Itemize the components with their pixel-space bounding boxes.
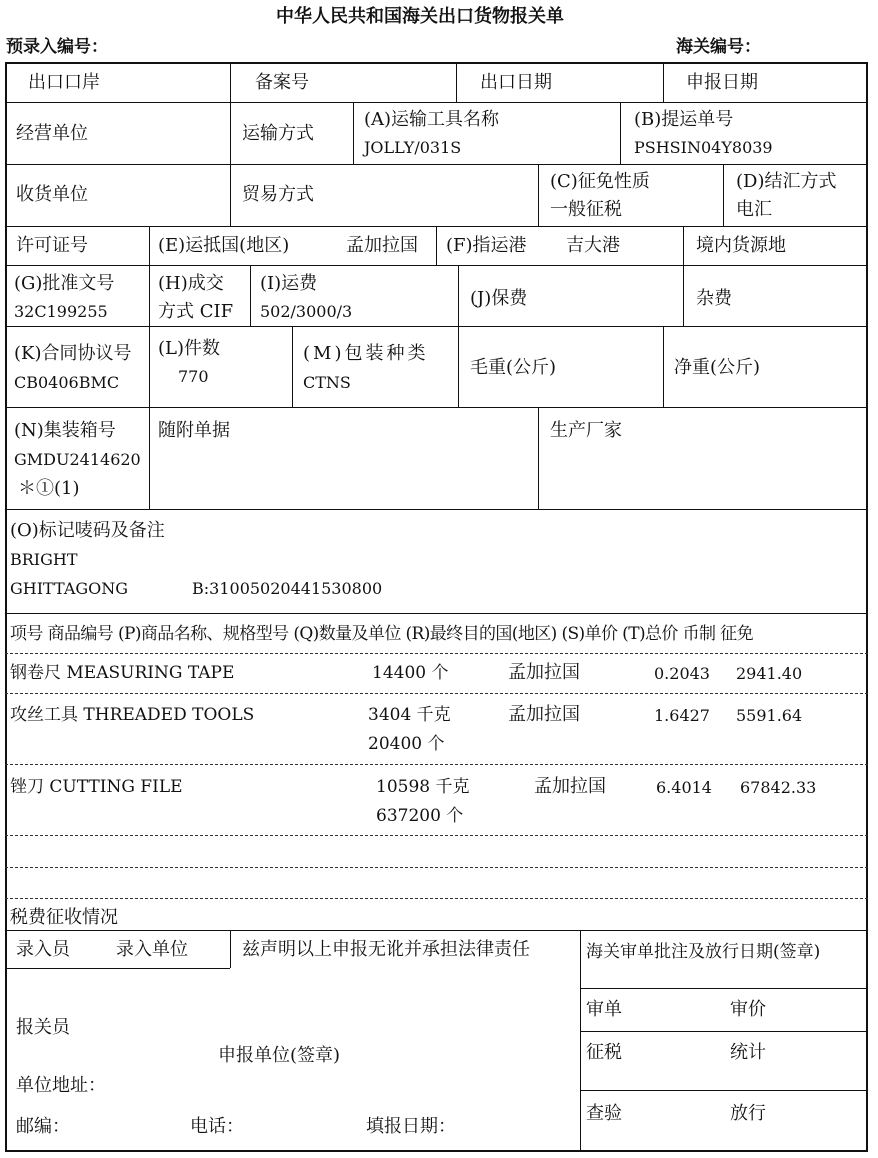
divider [5, 407, 868, 408]
pieces-value: 770 [178, 367, 209, 386]
package-type-label: (M)包装种类 [303, 343, 429, 364]
divider [5, 164, 868, 165]
divider [683, 226, 684, 265]
item-divider [5, 835, 868, 836]
divider [436, 226, 437, 265]
customs-broker-label: 报关员 [16, 1017, 70, 1038]
entry-unit-label: 录入单位 [116, 939, 188, 960]
postcode-label: 邮编： [16, 1116, 70, 1137]
document-review-label: 审单 [586, 999, 622, 1020]
divider [292, 326, 293, 407]
net-weight-label: 净重(公斤) [674, 357, 761, 378]
item-quantity-secondary: 20400 个 [368, 734, 445, 754]
divider [5, 102, 868, 103]
item-destination: 孟加拉国 [508, 662, 580, 683]
declaration-date-label: 申报日期 [686, 72, 758, 93]
divider [353, 102, 354, 164]
item-quantity-secondary: 637200 个 [376, 806, 464, 826]
destination-port-value: 吉大港 [566, 235, 620, 256]
item-quantity: 3404 千克 [368, 705, 451, 725]
item-quantity: 14400 个 [372, 663, 449, 683]
contract-number-label: (K)合同协议号 [14, 343, 132, 364]
container-number-label: (N)集装箱号 [14, 420, 116, 441]
insurance-label: (J)保费 [470, 288, 528, 309]
goods-table-header: 项号 商品编号 (P)商品名称、规格型号 (Q)数量及单位 (R)最终目的国(地区) (S)单价 (T)总价 币制 征免 [10, 624, 753, 644]
form-title: 中华人民共和国海关出口货物报关单 [276, 6, 564, 27]
pieces-label: (L)件数 [158, 338, 220, 359]
consignee-unit-label: 收货单位 [16, 184, 88, 205]
divider [5, 509, 868, 510]
item-total-price: 67842.33 [740, 778, 817, 797]
divider [5, 930, 868, 931]
trade-mode-label: 贸易方式 [242, 184, 314, 205]
divider [580, 1031, 868, 1032]
unit-address-label: 单位地址： [16, 1075, 106, 1096]
entry-clerk-label: 录入员 [16, 939, 70, 960]
contract-number-value: CB0406BMC [14, 373, 120, 392]
item-name: 锉刀 CUTTING FILE [10, 777, 183, 797]
divider [230, 930, 231, 968]
divider [5, 968, 230, 969]
statistics-label: 统计 [730, 1042, 766, 1063]
package-type-value: CTNS [303, 373, 351, 392]
divider [538, 164, 539, 226]
divider [250, 265, 251, 326]
divider [149, 265, 150, 407]
divider [620, 102, 621, 164]
item-divider [5, 867, 868, 868]
export-port-label: 出口口岸 [28, 72, 100, 93]
item-unit-price: 6.4014 [656, 778, 712, 797]
divider [538, 407, 539, 509]
export-date-label: 出口日期 [480, 72, 552, 93]
settlement-method-value: 电汇 [736, 199, 772, 220]
item-quantity: 10598 千克 [376, 777, 470, 797]
divider [456, 62, 457, 102]
misc-fees-label: 杂费 [696, 288, 732, 309]
settlement-method-label: (D)结汇方式 [736, 171, 837, 192]
divider [230, 102, 231, 226]
pre-entry-number-label: 预录入编号： [6, 37, 108, 57]
approval-number-value: 32C199255 [14, 302, 108, 321]
phone-label: 电话： [190, 1116, 244, 1137]
marks-remarks-label: (O)标记唛码及备注 [10, 520, 165, 541]
item-divider [5, 898, 868, 899]
domestic-source-label: 境内货源地 [696, 235, 786, 256]
approval-number-label: (G)批准文号 [14, 273, 115, 294]
transport-mode-label: 运输方式 [242, 123, 314, 144]
item-total-price: 2941.40 [736, 664, 803, 683]
release-label: 放行 [730, 1103, 766, 1124]
exemption-nature-label: (C)征免性质 [550, 171, 650, 192]
divider [5, 613, 868, 614]
divider [149, 407, 150, 509]
price-review-label: 审价 [730, 999, 766, 1020]
container-count: ＊①(1) [18, 478, 80, 499]
item-divider [5, 653, 868, 654]
record-number-label: 备案号 [255, 72, 309, 93]
divider [5, 265, 868, 266]
marks-line-1: BRIGHT [10, 550, 78, 569]
customs-number-label: 海关编号： [676, 37, 761, 57]
exemption-nature-value: 一般征税 [550, 199, 622, 220]
divider [5, 326, 868, 327]
freight-label: (I)运费 [260, 273, 318, 294]
bill-of-lading-label: (B)提运单号 [634, 109, 734, 130]
tax-levy-label: 征税 [586, 1042, 622, 1063]
item-unit-price: 1.6427 [654, 706, 710, 725]
divider [723, 164, 724, 226]
item-total-price: 5591.64 [736, 706, 803, 725]
item-name: 攻丝工具 THREADED TOOLS [10, 705, 255, 725]
divider [663, 62, 664, 102]
divider [683, 265, 684, 326]
fill-date-label: 填报日期： [366, 1116, 456, 1137]
transaction-mode-label: (H)成交 [158, 273, 224, 294]
divider [458, 265, 459, 407]
marks-line-3: B:31005020441530800 [192, 579, 383, 598]
item-unit-price: 0.2043 [654, 664, 710, 683]
container-number-value: GMDU2414620 [14, 450, 141, 469]
attached-documents-label: 随附单据 [158, 420, 230, 441]
manufacturer-label: 生产厂家 [550, 420, 622, 441]
license-number-label: 许可证号 [16, 235, 88, 256]
vehicle-name-value: JOLLY/031S [364, 138, 462, 157]
bill-of-lading-value: PSHSIN04Y8039 [634, 138, 773, 157]
divider [580, 1090, 868, 1091]
destination-port-label: (F)指运港 [446, 235, 527, 256]
divider [230, 62, 231, 102]
legal-statement: 兹声明以上申报无讹并承担法律责任 [242, 939, 530, 960]
divider [580, 930, 581, 1152]
item-divider [5, 764, 868, 765]
divider [580, 988, 868, 989]
transaction-mode-value: 方式 CIF [158, 301, 234, 322]
item-divider [5, 693, 868, 694]
divider [663, 326, 664, 407]
vehicle-name-label: (A)运输工具名称 [364, 109, 500, 130]
divider [149, 226, 150, 265]
item-destination: 孟加拉国 [508, 704, 580, 725]
item-destination: 孟加拉国 [534, 776, 606, 797]
gross-weight-label: 毛重(公斤) [470, 357, 557, 378]
tax-collection-label: 税费征收情况 [10, 907, 118, 928]
customs-approval-label: 海关审单批注及放行日期(签章) [586, 942, 821, 962]
operating-unit-label: 经营单位 [16, 123, 88, 144]
declaring-unit-seal-label: 申报单位(签章) [218, 1045, 341, 1066]
destination-country-label: (E)运抵国(地区) [158, 235, 290, 256]
item-name: 钢卷尺 MEASURING TAPE [10, 663, 235, 683]
freight-value: 502/3000/3 [260, 302, 353, 321]
inspection-label: 查验 [586, 1103, 622, 1124]
destination-country-value: 孟加拉国 [346, 235, 418, 256]
marks-line-2: GHITTAGONG [10, 579, 129, 598]
